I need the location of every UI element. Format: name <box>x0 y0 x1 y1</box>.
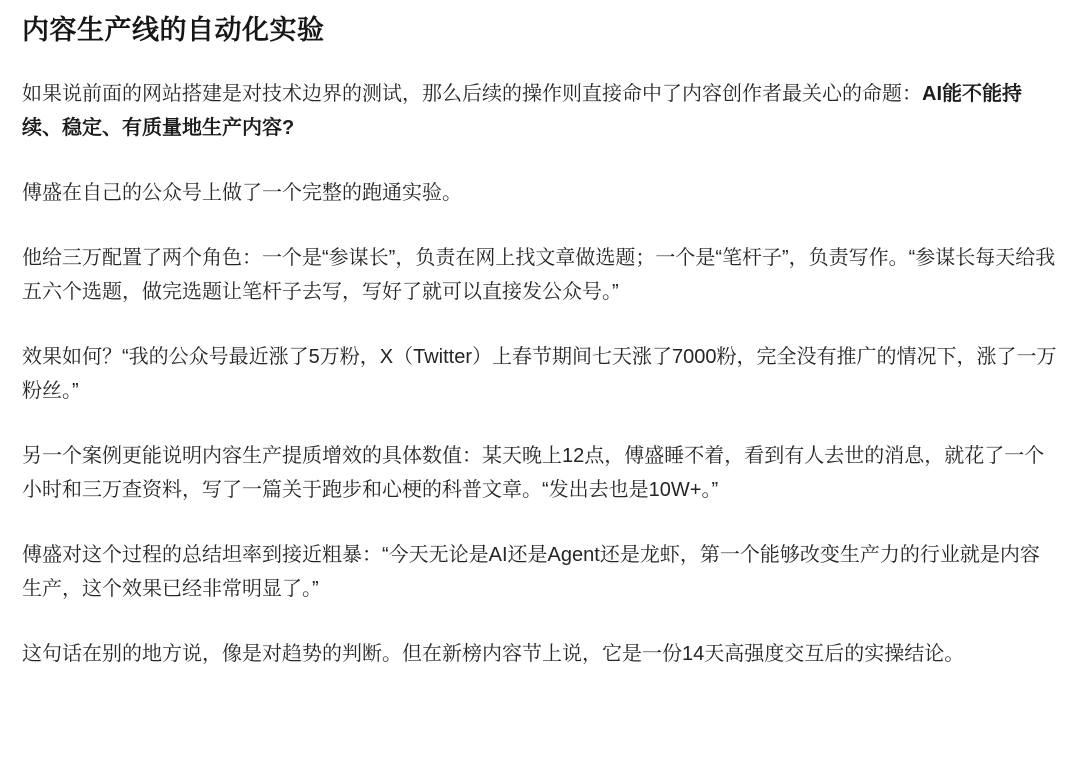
paragraph-conclusion: 这句话在别的地方说，像是对趋势的判断。但在新榜内容节上说，它是一份14天高强度交互后的实操结论。 <box>22 643 965 665</box>
page-title: 内容生产线的自动化实验 <box>22 15 325 45</box>
paragraph-summary: 傅盛对这个过程的总结坦率到接近粗暴：“今天无论是AI还是Agent还是龙虾，第一个能够改变生产力的行业就是内容生产，这个效果已经非常明显了。” <box>22 544 1040 600</box>
lead-paragraph <box>22 77 1058 145</box>
lead-paragraph-bold-text: AI能不能持续、稳定、有质量地生产内容? <box>22 83 1022 139</box>
article-body <box>0 14 1080 671</box>
paragraph-case: 另一个案例更能说明内容生产提质增效的具体数值：某天晚上12点，傅盛睡不着，看到有人去世的消息，就花了一个小时和三万查资料，写了一篇关于跑步和心梗的科普文章。“发出去也是10W+。” <box>22 445 1045 501</box>
lead-paragraph-text: 如果说前面的网站搭建是对技术边界的测试，那么后续的操作则直接命中了内容创作者最关心的命题： <box>22 83 922 105</box>
paragraph-results: 效果如何？“我的公众号最近涨了5万粉，X（Twitter）上春节期间七天涨了7000粉，完全没有推广的情况下，涨了一万粉丝。” <box>22 346 1057 402</box>
paragraph-roles: 他给三万配置了两个角色：一个是“参谋长”，负责在网上找文章做选题；一个是“笔杆子”，负责写作。“参谋长每天给我五六个选题，做完选题让笔杆子去写，写好了就可以直接发公众号。” <box>22 247 1056 303</box>
paragraph-experiment: 傅盛在自己的公众号上做了一个完整的跑通实验。 <box>22 182 462 204</box>
